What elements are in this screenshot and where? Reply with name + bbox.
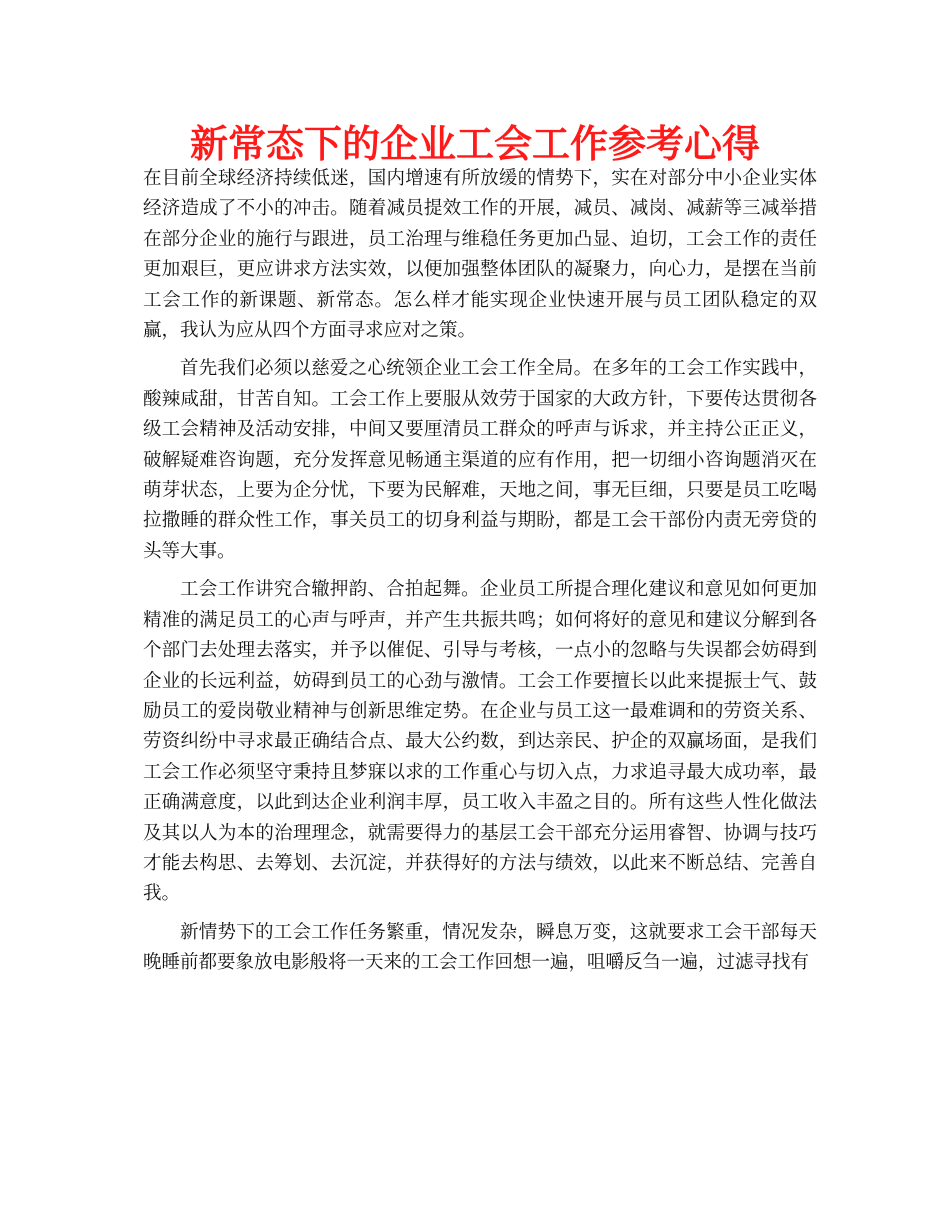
document-title: 新常态下的企业工会工作参考心得 — [189, 122, 760, 166]
paragraph-second-point: 工会工作讲究合辙押韵、合拍起舞。企业员工所提合理化建议和意见如何更加精准的满足员工的心声与呼声，并产生共振共鸣；如何将好的意见和建议分解到各个部门去处理去落实，并予以催促、引导与考核，一点小的忽略与失误都会妨碍到企业的长远利益，妨碍到员工的心劲与激情。工会工作要擅长以此来提振士气、鼓励员工的爱岗敬业精神与创新思维定势。在企业与员工这一最难调和的劳资关系、劳资纠纷中寻求最正确结合点、最大公约数，到达亲民、护企的双赢场面，是我们工会工作必须坚守秉持且梦寐以求的工作重心与切入点，力求追寻最大成功率，最正确满意度，以此到达企业利润丰厚，员工收入丰盈之目的。所有这些人性化做法及其以人为本的治理理念，就需要得力的基层工会干部充分运用睿智、协调与技巧才能去构思、去筹划、去沉淀，并获得好的方法与绩效，以此来不断总结、完善自我。 — [143, 579, 817, 905]
paragraph-third-point: 新情势下的工会工作任务繁重，情况发杂，瞬息万变，这就要求工会干部每天晚睡前都要象放电影般将一天来的工会工作回想一遍，咀嚼反刍一遍，过滤寻找有 — [143, 921, 817, 974]
paragraph-first-point: 首先我们必须以慈爱之心统领企业工会工作全局。在多年的工会工作实践中，酸辣咸甜，甘苦自知。工会工作上要服从效劳于国家的大政方针，下要传达贯彻各级工会精神及活动安排，中间又要厘清员工群众的呼声与诉求，并主持公正正义，破解疑难咨询题，充分发挥意见畅通主渠道的应有作用，把一切细小咨询题消灭在萌芽状态，上要为企分忧，下要为民解难，天地之间，事无巨细，只要是员工吃喝拉撒睡的群众性工作，事关员工的切身利益与期盼，都是工会干部份内责无旁贷的头等大事。 — [143, 358, 817, 562]
document-body — [143, 164, 817, 979]
paragraph-intro: 在目前全球经济持续低迷，国内增速有所放缓的情势下，实在对部分中小企业实体经济造成了不小的冲击。随着减员提效工作的开展，减员、减岗、减薪等三减举措在部分企业的施行与跟进，员工治理与维稳任务更加凸显、迫切，工会工作的责任更加艰巨，更应讲求方法实效，以便加强整体团队的凝聚力，向心力，是摆在当前工会工作的新课题、新常态。怎么样才能实现企业快速开展与员工团队稳定的双赢，我认为应从四个方面寻求应对之策。 — [143, 168, 817, 342]
